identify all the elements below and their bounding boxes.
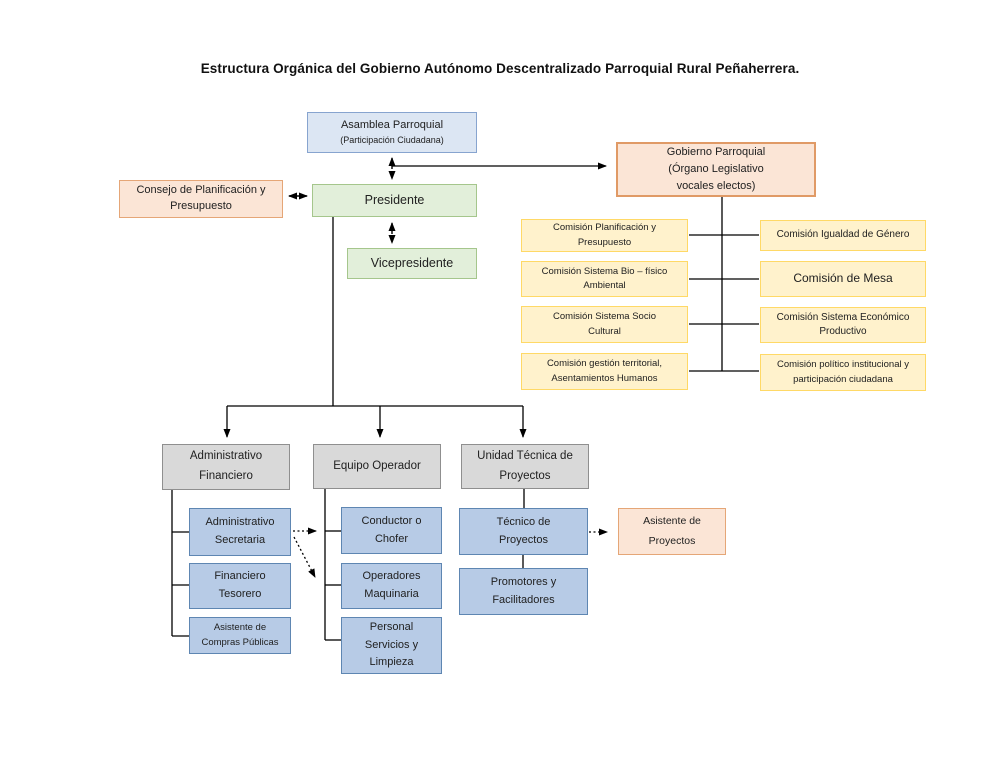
label-line: Asistente de [213, 622, 267, 634]
department-equipo-operador [313, 444, 441, 489]
commission-socio-cultural [521, 306, 688, 343]
label-line: Administrativo [189, 450, 263, 463]
secretaria-operadores-link [294, 537, 315, 577]
label-line: Maquinaria [364, 588, 419, 600]
commission-igualdad-genero [760, 220, 926, 251]
commission-politico-institucional [760, 354, 926, 391]
label-line: Consejo de Planificación y [136, 184, 266, 197]
commission-gestion-territorial [521, 353, 688, 390]
label-line: Servicios y [364, 638, 419, 651]
label-line: Comisión Planificación y [553, 222, 656, 234]
label-line: Vicepresidente [370, 256, 454, 271]
label-line: Proyectos [648, 534, 696, 547]
department-administrativo-financiero [162, 444, 290, 490]
label-line: Compras Públicas [201, 636, 279, 648]
label-line: Comisión Igualdad de Género [776, 229, 910, 241]
label-line: vocales electos) [676, 180, 756, 193]
department-unidad-tecnica-proyectos [461, 444, 589, 489]
label-line: Facilitadores [492, 593, 555, 606]
staff-tecnico-proyectos [459, 508, 588, 555]
commission-de-mesa [760, 261, 926, 297]
staff-promotores-facilitadores [459, 568, 588, 615]
label-line: Financiero [214, 570, 266, 583]
label-line: Proyectos [499, 469, 551, 482]
commission-planificacion-presupuesto [521, 219, 688, 252]
label-line: Unidad Técnica de [477, 449, 573, 462]
label-line: Productivo [819, 326, 867, 337]
label-line: Cultural [588, 325, 621, 337]
label-line: Promotores y [490, 575, 557, 588]
label-line: Ambiental [583, 280, 626, 291]
label-line: (Órgano Legislativo [668, 162, 764, 175]
staff-administrativo-secretaria [189, 508, 291, 556]
label-line: Presupuesto [577, 236, 632, 248]
label-line: Gobierno Parroquial [666, 145, 766, 158]
label-line: Proyectos [499, 533, 548, 546]
label-line: Limpieza [369, 656, 414, 669]
node-gobierno-parroquial [616, 142, 816, 197]
staff-conductor-chofer [341, 507, 442, 554]
staff-financiero-tesorero [189, 563, 291, 609]
label-line: Chofer [374, 532, 409, 545]
node-asistente-proyectos [618, 508, 726, 555]
staff-operadores-maquinaria [341, 563, 442, 609]
label-line: Asentamientos Humanos [551, 372, 658, 384]
label-line: Presupuesto [170, 200, 232, 212]
label-line: Administrativo [205, 516, 275, 529]
label-line: Financiero [199, 470, 253, 482]
label-line: Asamblea Parroquial [340, 119, 444, 131]
label-line: Comisión Sistema Socio [553, 311, 656, 323]
label-line: Conductor o [361, 514, 422, 527]
label-line: Secretaria [214, 534, 266, 546]
label-line: Comisión de Mesa [793, 271, 893, 286]
node-vicepresidente [347, 248, 477, 279]
label-line: Comisión Sistema Bio – físico [541, 265, 668, 277]
staff-asistente-compras-publicas [189, 617, 291, 654]
node-asamblea-parroquial [307, 112, 477, 153]
label-line: (Participación Ciudadana) [340, 134, 444, 145]
commission-economico-productivo [760, 307, 926, 343]
label-line: Técnico de [496, 515, 551, 528]
label-line: Equipo Operador [333, 459, 421, 472]
label-line: Personal [369, 620, 414, 633]
node-consejo-planificacion [119, 180, 283, 218]
label-line: Presidente [364, 193, 425, 208]
staff-personal-servicios-limpieza [341, 617, 442, 674]
node-presidente [312, 184, 477, 217]
label-line: participación ciudadana [793, 373, 893, 385]
label-line: Operadores [362, 570, 421, 583]
label-line: Comisión político institucional y [776, 359, 909, 371]
label-line: Tesorero [218, 588, 262, 600]
label-line: Comisión Sistema Económico [776, 311, 910, 323]
page-title: Estructura Orgánica del Gobierno Autónomo Descentralizado Parroquial Rural Peñaherrera. [200, 61, 800, 76]
commission-bio-fisico-ambiental [521, 261, 688, 297]
label-line: Comisión gestión territorial, [546, 358, 663, 370]
label-line: Asistente de [643, 515, 701, 528]
